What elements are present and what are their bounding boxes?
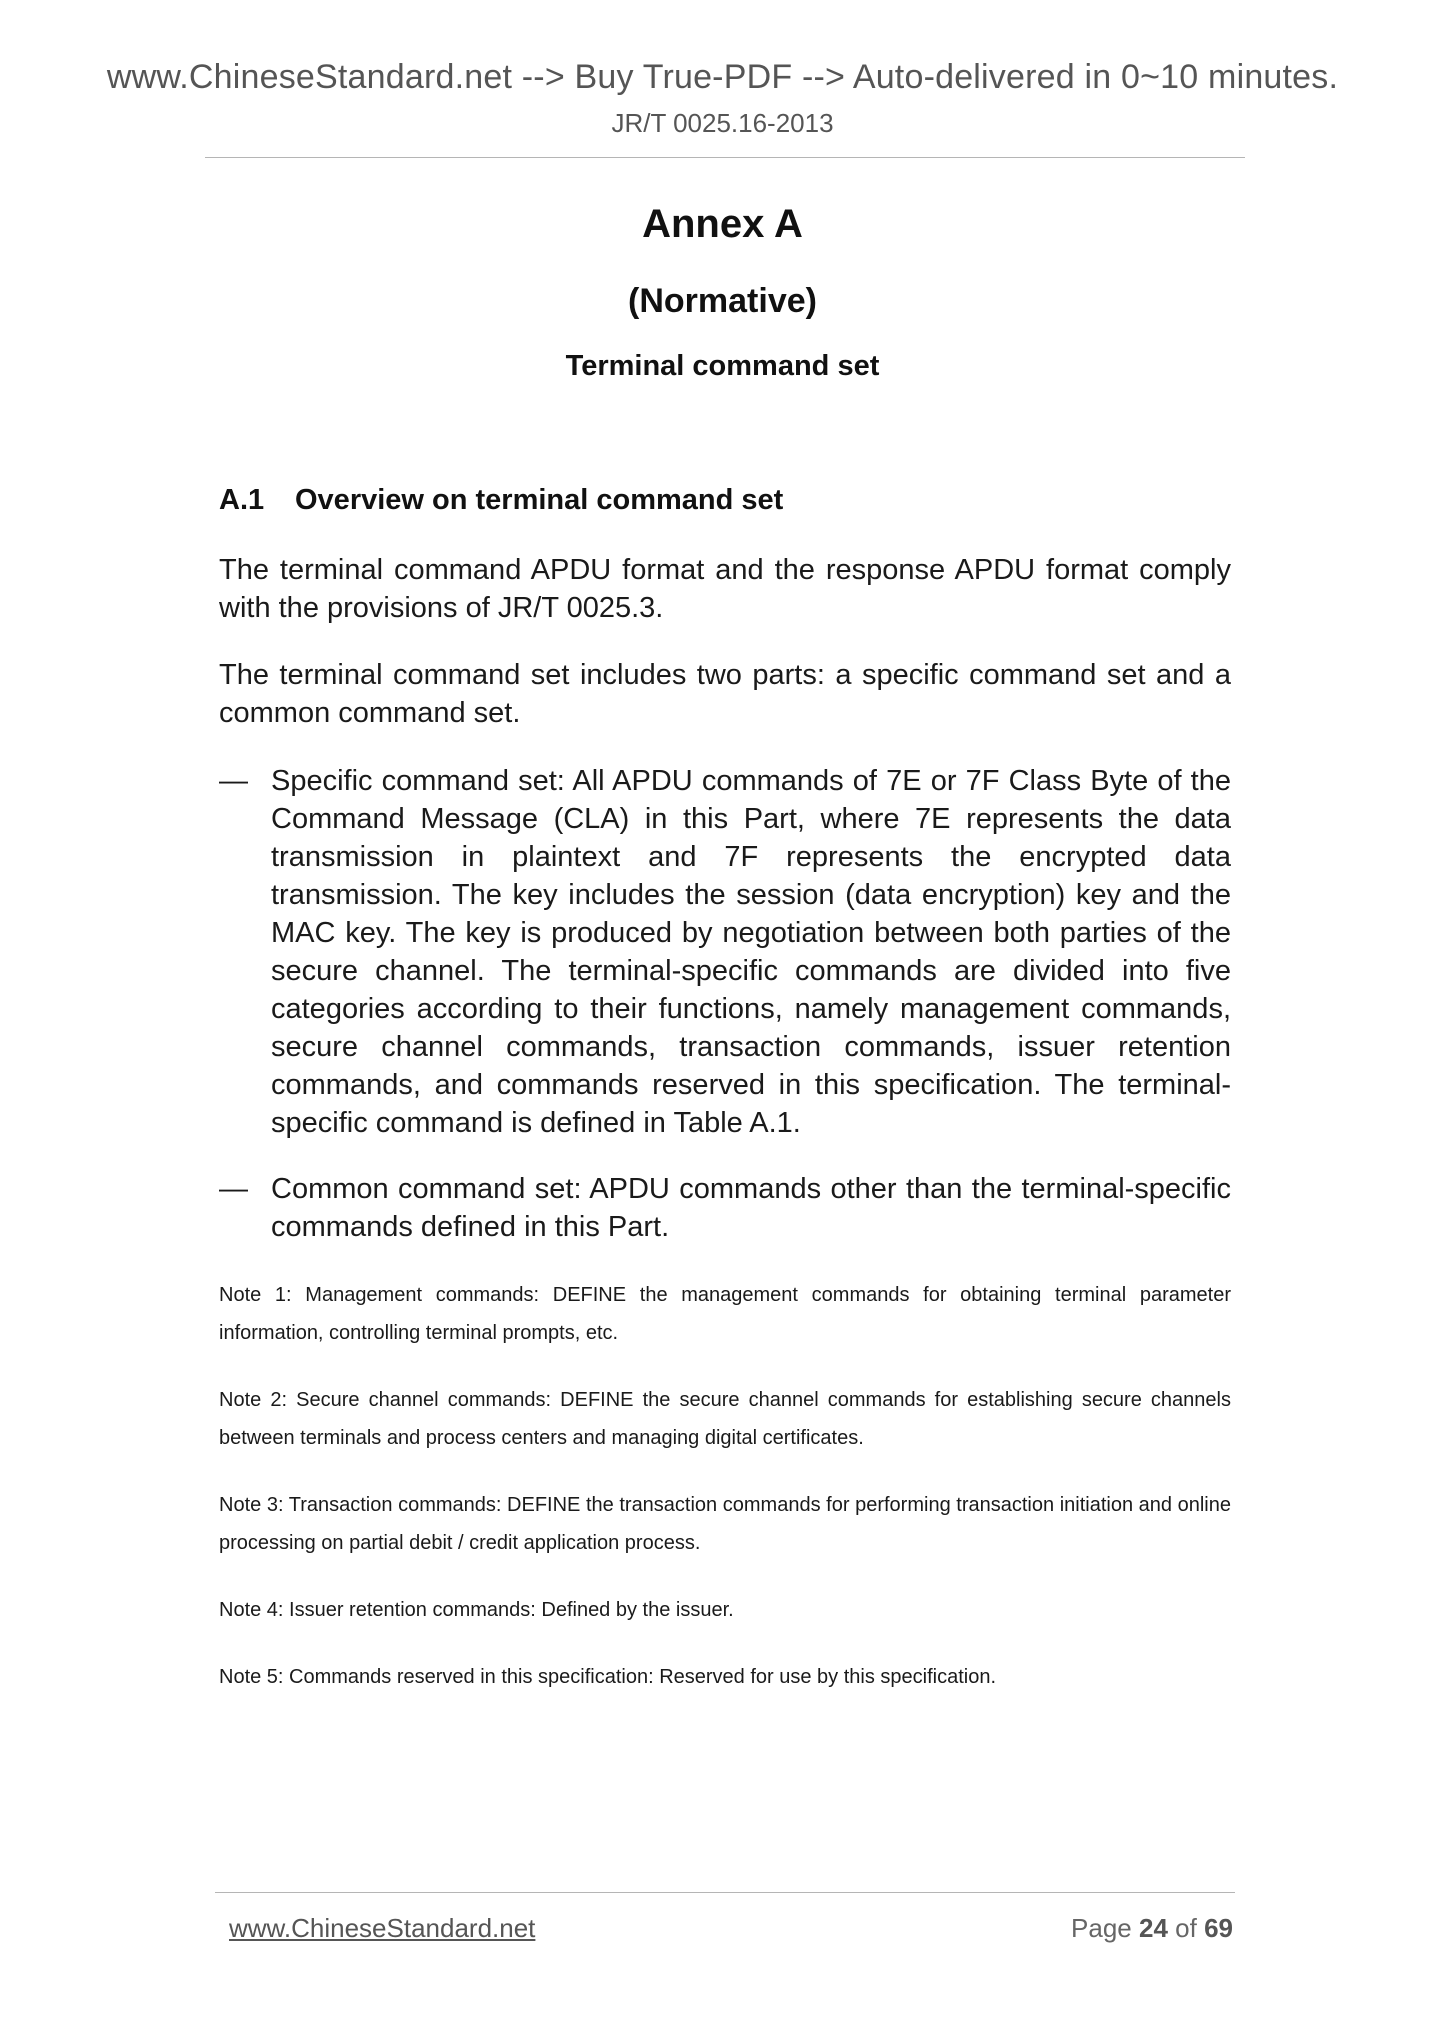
standard-code: JR/T 0025.16-2013 — [611, 108, 834, 138]
note: Note 1: Management commands: DEFINE the management commands for obtaining terminal parameter information, controlling terminal prompts, etc. — [219, 1284, 1231, 1344]
header-divider — [205, 157, 1245, 158]
section-heading — [219, 484, 783, 517]
bullet-dash: — — [219, 1173, 248, 1205]
page-number — [1071, 1913, 1233, 1944]
section-number: A.1 — [219, 484, 265, 516]
page-current: 24 — [1139, 1913, 1168, 1943]
paragraph: The terminal command APDU format and the response APDU format comply with the provisions of JR/T 0025.3. — [219, 554, 1231, 624]
section-title: Overview on terminal command set — [295, 484, 784, 516]
note: Note 3: Transaction commands: DEFINE the transaction commands for performing transaction initiation and online processing on partial debit / credit application process. — [219, 1494, 1231, 1554]
list-item — [219, 1170, 1231, 1246]
page-label: Page — [1071, 1913, 1132, 1943]
annex-type: (Normative) — [628, 282, 817, 320]
footer-site-link[interactable]: www.ChineseStandard.net — [229, 1913, 536, 1943]
annex-subject: Terminal command set — [565, 350, 880, 382]
footer-divider — [215, 1892, 1235, 1893]
paragraph: The terminal command set includes two parts: a specific command set and a common command set. — [219, 659, 1231, 729]
header-banner: www.ChineseStandard.net --> Buy True-PDF --> Auto-delivered in 0~10 minutes. — [106, 58, 1339, 96]
list-item-text: Specific command set: All APDU commands of 7E or 7F Class Byte of the Command Message (CLA) in this Part, where 7E represents the data transmission in plaintext and 7F represents the encrypted data transmission. The key includes the session (data encryption) key and the MAC key. The key is produced by negotiation between both parties of the secure channel. The terminal-specific commands are divided into five categories according to their functions, namely management commands, secure channel commands, transaction commands, issuer retention commands, and commands reserved in this specification. The terminal-specific command is defined in Table A.1. — [271, 765, 1231, 1139]
annex-title: Annex A — [642, 202, 803, 246]
list-item-text: Common command set: APDU commands other than the terminal-specific commands defined in this Part. — [271, 1173, 1231, 1243]
page-of: of — [1175, 1913, 1197, 1943]
page-total: 69 — [1204, 1913, 1233, 1943]
list-item — [219, 762, 1231, 1142]
note: Note 2: Secure channel commands: DEFINE the secure channel commands for establishing secure channels between terminals and process centers and managing digital certificates. — [219, 1389, 1231, 1449]
note: Note 4: Issuer retention commands: Defined by the issuer. — [219, 1599, 734, 1621]
bullet-dash: — — [219, 765, 248, 797]
note: Note 5: Commands reserved in this specification: Reserved for use by this specification. — [219, 1666, 997, 1688]
